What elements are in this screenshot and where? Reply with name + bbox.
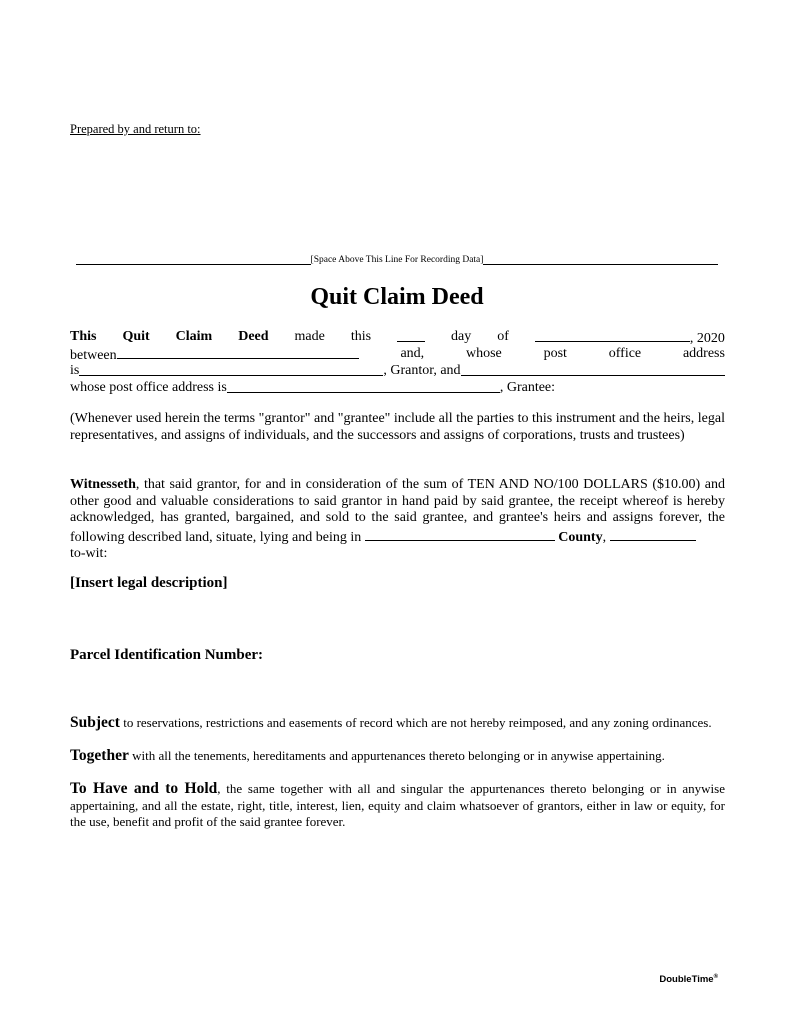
intro-word: this xyxy=(350,329,372,344)
document-title: Quit Claim Deed xyxy=(310,284,484,310)
prepared-by-label xyxy=(70,122,201,137)
day-blank[interactable] xyxy=(397,328,425,342)
intro-year: , 2020 xyxy=(689,331,725,346)
recording-data-line xyxy=(76,255,718,265)
recording-rule-left xyxy=(76,264,311,265)
parcel-id-label: Parcel Identification Number: xyxy=(70,647,264,663)
intro-grantee: , Grantee: xyxy=(499,380,556,395)
month-blank[interactable] xyxy=(535,328,690,342)
grantee-name-blank[interactable] xyxy=(461,362,725,376)
subject-body: to reservations, restrictions and easements of record which are not hereby reimposed, and any zoning ordinances. xyxy=(119,715,712,730)
witnesseth-body: , that said grantor, for and in consideration of the sum of TEN AND NO/100 DOLLARS ($10.00) and other good and valuable considerations to said grantor in hand paid by said grantee, the receipt whereof is hereby acknowledged, has granted, bargained, and sold to the said grantee, and grantee's heirs and assigns forever, the following described land, situate, lying and being in xyxy=(70,477,725,545)
habendum-paragraph xyxy=(70,781,725,831)
grantor-name-blank[interactable] xyxy=(117,345,359,359)
intro-word: whose xyxy=(466,346,502,361)
together-lead: Together xyxy=(70,747,129,764)
intro-word: Quit xyxy=(122,329,150,344)
intro-word: of xyxy=(497,329,509,344)
intro-word: This xyxy=(70,329,97,344)
county-comma: , xyxy=(602,529,607,545)
location-blank[interactable] xyxy=(365,527,555,541)
county-label: County xyxy=(558,529,603,545)
brand-logo xyxy=(659,974,718,985)
habendum-body: , the same together with all and singular the appurtenances thereto belonging or in anywise appertaining, and all the estate, right, title, interest, lien, equity and claim whatsoever of grantors, either in law or equity, for the use, benefit and profit of the said grantee forever. xyxy=(70,781,725,829)
intro-word: between xyxy=(70,348,117,363)
intro-word: day xyxy=(451,329,472,344)
legal-description-placeholder: [Insert legal description] xyxy=(70,575,228,591)
intro-grantor: , Grantor, and xyxy=(383,363,461,378)
subject-paragraph xyxy=(70,715,725,732)
intro-line-4 xyxy=(70,379,725,396)
grantee-address-blank[interactable] xyxy=(227,379,500,393)
intro-line-3 xyxy=(70,362,725,379)
definitions-paragraph: (Whenever used herein the terms "grantor" and "grantee" include all the parties to this instrument and the heirs, legal representatives, and assigns of individuals, and the successors and assigns of corporations, trusts and trustees) xyxy=(70,411,725,443)
intro-word: office xyxy=(608,346,642,361)
intro-word: Deed xyxy=(238,329,269,344)
recording-rule-right xyxy=(483,264,718,265)
state-blank[interactable] xyxy=(610,527,696,541)
together-body: with all the tenements, hereditaments and appurtenances thereto belonging or in anywise appertaining. xyxy=(128,748,665,763)
brand-name: DoubleTime xyxy=(659,974,714,986)
witnesseth-lead: Witnesseth xyxy=(70,477,136,492)
witnesseth-paragraph xyxy=(70,477,725,563)
intro-address-label: whose post office address is xyxy=(70,380,227,395)
prepared-by-colon: : xyxy=(197,122,201,136)
intro-word: address xyxy=(682,346,725,361)
towit-label: to-wit: xyxy=(70,546,108,561)
subject-lead: Subject xyxy=(70,714,120,731)
intro-word: Claim xyxy=(175,329,213,344)
intro-word: made xyxy=(294,329,325,344)
intro-is: is xyxy=(70,363,80,378)
recording-note: [Space Above This Line For Recording Data] xyxy=(310,255,484,265)
together-paragraph xyxy=(70,748,725,765)
brand-reg-mark: ® xyxy=(713,974,718,980)
intro-word: post xyxy=(543,346,567,361)
prepared-by-text: Prepared by and return to xyxy=(70,122,198,136)
intro-word: and, xyxy=(400,346,425,361)
grantor-address-blank[interactable] xyxy=(79,362,383,376)
habendum-lead: To Have and to Hold xyxy=(70,780,218,797)
